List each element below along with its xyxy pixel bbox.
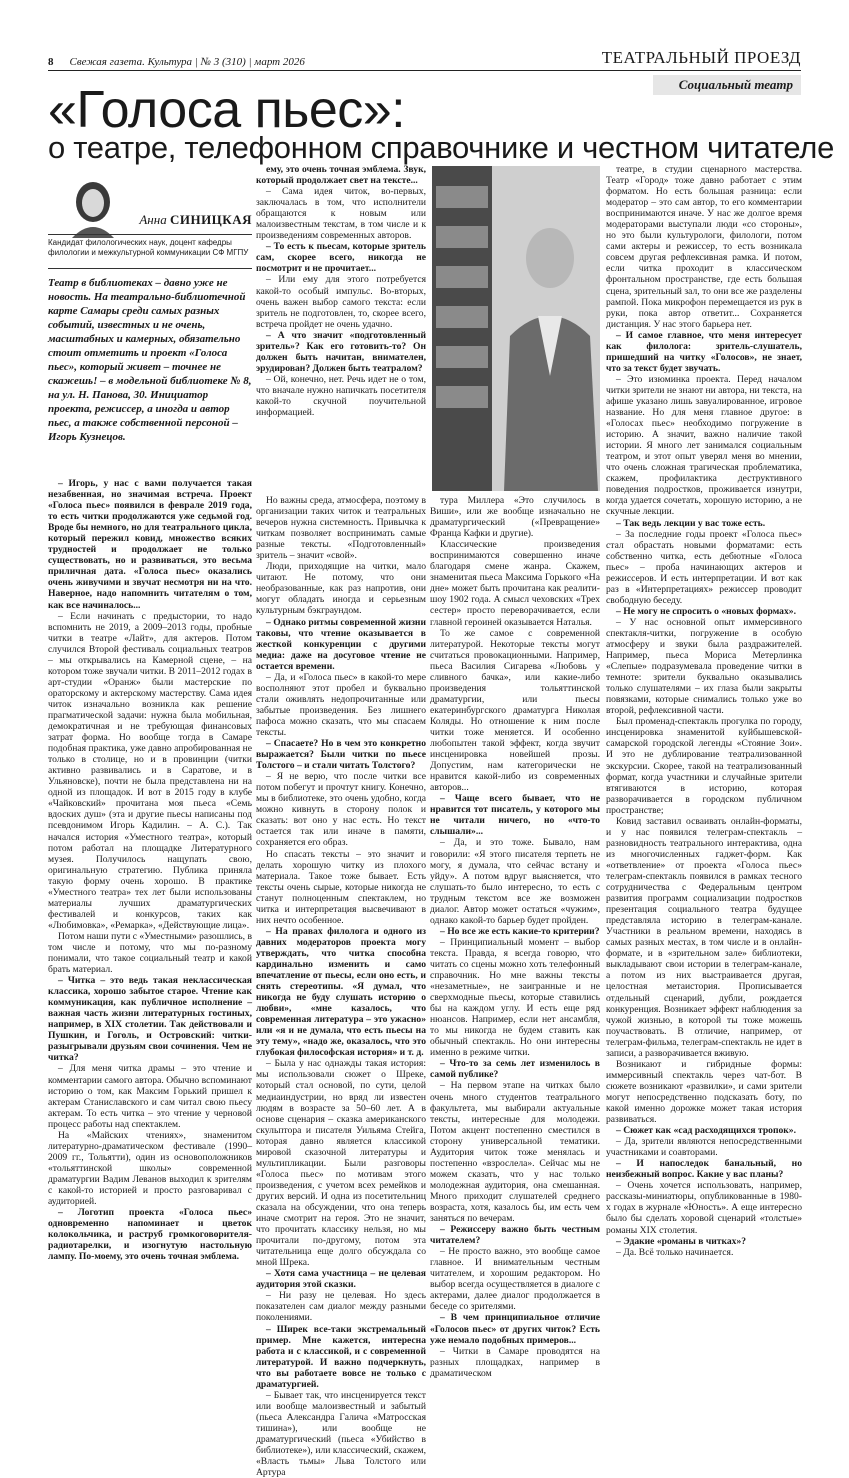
author-last-name: СИНИЦКАЯ [169, 212, 252, 227]
column-1 [48, 478, 252, 1263]
article-paragraph: На «Майских чтениях», знаменитом литературно-драматическом фестивале (1990–2009 гг., Тольятти), один из основоположников «тольяттинской школы» современной драматургии Вадим Леванов выходил к зрителям с какой-то историей и просто разговаривал с аудиторией. [48, 1129, 252, 1208]
interview-question: – И напоследок банальный, но неизбежный вопрос. Какие у вас планы? [606, 1158, 802, 1181]
column-3 [430, 495, 600, 1379]
lead-paragraph: Театр в библиотеках – давно уже не новость. На театрально-библиотечной карте Самары среди самых разных событий, известных и не очень, масштабных и камерных, обязательно стоит отметить и проект «Голоса пьес», который живет – точнее не скажешь! – в модельной библиотеке № 8, на ул. Н. Панова, 30. Инициатор проекта, режиссер, а иногда и автор пьес, а также собственной персоной – Игорь Кузнецов. [48, 277, 252, 443]
article-paragraph: – Принципиальный момент – выбор текста. Правда, я всегда говорю, что читать со сцены можно хоть телефонный справочник. Но мне важны тексты «незаметные», не заигранные и не сверхмодные пьесы, которые ставились бы на каждом углу. И есть еще ряд нюансов. Например, если нет ансамбля, то мы никогда не будем ставить как обычный спектакль. Но они интересны именно в режиме читки. [430, 936, 600, 1059]
author-name [118, 212, 252, 228]
interviewee-photo [432, 166, 600, 491]
article-paragraph: – Для меня читка драмы – это чтение и комментарии самого автора. Обычно вспоминают историю о том, как Максим Горький пришел к актерам Станиславского и сам читал свою пьесу актерам. То есть читка – это чтение у черновой процесс работы над спектаклем. [48, 1063, 252, 1130]
interview-question: – Но все же есть какие-то критерии? [440, 925, 600, 937]
article-paragraph: – Да, и «Голоса пьес» в какой-то мере восполняют этот пробел и буквально стали оживлять недопрочитанные или забытые произведения. Без лишнего пафоса можно сказать, что мы спасаем тексты. [256, 671, 426, 738]
column-4 [606, 164, 802, 1258]
article-paragraph: – Очень хочется использовать, например, рассказы-миниатюры, опубликованные в 1980-х годах в журнале «Юность». А еще интересно было бы сделать хоровой сценарий «толстые» романы XIX столетия. [606, 1180, 802, 1236]
rubric-label: Социальный театр [653, 75, 801, 95]
section-title: ТЕАТРАЛЬНЫЙ ПРОЕЗД [601, 48, 801, 67]
article-paragraph: Люди, приходящие на читки, мало читают. Не потому, что они необразованные, как раз напротив, они могут обладать иногда и серьезным культурным бэкграундом. [256, 561, 426, 617]
interview-question: – Однако ритмы современной жизни таковы, что чтение оказывается в жесткой конкуренции с другими медиа: даже на досуговое чтение не остается времени. [256, 616, 426, 672]
interview-question: – Эдакие «романы в читках»? [616, 1235, 747, 1247]
article-paragraph: То же самое с современной литературой. Некоторые тексты могут считаться провокационными. Например, пьеса Василия Сигарева «Любовь у сливного бачка», или какие-либо произведения тольяттинской драматургии, или пьесы екатеринбургского драматурга Николая Коляды. Но отношение к ним после читки тоже меняется. И особенно любопытен такой эффект, когда звучит инсценировка новейшей прозы. Допустим, нам категорически не нравится какой-либо из современных авторов... [430, 627, 600, 794]
article-paragraph: – Была у нас однажды такая история: мы использовали сюжет о Шреке, который стал основой, по сути, целой медиаиндустрии, но вряд ли известен людям в возрасте за 50–60 лет. А в основе сценария – сказка американского скульптора и писателя Уильяма Стейга, которая давно является классикой мировой сказочной литературы и мультипликации. Были разговоры «Голоса пьес» по мотивам этого произведения, с учетом всех ремейков и других версий. И одна из посетительниц сказала на обсуждении, что она теперь иначе смотрит на героя. Это не значит, что прочитать классику нельзя, но мы прочитали по-другому, потом эта читательница еще долго обсуждала со мной Шрека. [256, 1058, 426, 1269]
interview-question: – Ширек все-таки экстремальный пример. Мне кажется, интересна работа и с классикой, и с современной литературой. И важно подчеркнуть, что вы работаете вовсе не только с драматургией. [256, 1323, 426, 1390]
article-paragraph: – Я не верю, что после читки все потом побегут и прочтут книгу. Конечно, мы в библиотеке, это очень удобно, когда можно кивнуть в сторону полок и сказать: вот оно у нас есть. Но текст остается так или иначе в памяти, сохраняется его образ. [256, 771, 426, 849]
article-paragraph: – Сама идея читок, во-первых, заключалась в том, что исполнители обращаются к новым или малоизвестным текстам, в том числе и к произведениям современных авторов. [256, 186, 426, 242]
headline-main: «Голоса пьес»: [48, 81, 406, 139]
article-paragraph: – Ни разу не целевая. Но здесь показателен сам диалог между разными поколениями. [256, 1290, 426, 1324]
interview-question: – Спасаете? Но в чем это конкретно выражается? Были читки по пьесе Толстого – и стали читать Толстого? [256, 738, 426, 772]
author-portrait [48, 176, 138, 238]
lead-divider [48, 268, 252, 269]
header-rule [48, 70, 801, 71]
article-paragraph: Потом наши пути с «Уместными» разошлись, в том числе и потому, что мы по-разному понимали, что такое социальный театр и какой брать материал. [48, 930, 252, 976]
interview-question: – Режиссеру важно быть честным читателем? [430, 1224, 600, 1247]
article-paragraph: тура Миллера «Это случилось в Виши», или же вообще изначально не драматургический («Превращение» Франца Кафки и другие). [430, 495, 600, 540]
article-paragraph: – Да, и это тоже. Бывало, нам говорили: «Я этого писателя терпеть не могу, я думала, что сейчас встану и уйду». А потом вдруг выясняется, что слушать-то было интересно, то есть с трудным текстом все же возможен диалог. Автор может остаться «чужим», однако какой-то барьер будет пройден. [430, 837, 600, 926]
interview-question: – Чаще всего бывает, что не нравится тот писатель, у которого мы не читали ничего, но «что-то слышали»... [430, 793, 600, 838]
article-paragraph: – Бывает так, что инсценируется текст или вообще малоизвестный и забытый (пьеса Александра Галича «Матросская тишина»), или вообще не драматургический (пьеса «Убийство в библиотеке»), или классический, скажем, «Власть тьмы» Льва Толстого или Артура [256, 1389, 426, 1478]
article-paragraph: – За последние годы проект «Голоса пьес» стал обрастать новыми форматами: есть собственно читка, есть дебютные «Голоса пьес» – проба начинающих актеров и режиссеров. И есть интерпретации. И вот как раз в «Интерпретациях» режиссер проводит свободную беседу. [606, 528, 802, 606]
interview-question: – Игорь, у нас с вами получается такая незабвенная, но значимая встреча. Проект «Голоса пьес» появился в феврале 2019 года, то есть читки продолжаются уже седьмой год. Вроде бы немного, но для театрального цикла, который пережил ковид, множество всяких трудностей и продолжает не только существовать, но и развиваться, это весьма приличная дата. «Голоса пьес» оказались очень живучими и звучат несмотря ни на что. Наверное, надо напомнить читателям о том, как все начиналось... [48, 478, 252, 611]
article-paragraph: Ковид заставил осваивать онлайн-форматы, и у нас появился телеграм-спектакль – разновидность театрального интерактива, одна из многочисленных гаджет-форм. Как «ответвление» от проекта «Голоса пьес» телеграм-спектакль появился в рамках тесного сотрудничества с Федеральным центром развития программ социализации подростков презентация социального театра будущее представляла историю в телеграм-канале. Участники в реальном времени, находясь в самых разных местах, в том числе и в онлайн-формате, и в «зрительном зале» библиотеки, выкладывают свои истории в телеграм-канале, а потом из них выстраивается другая, целостная метаистория. Прописывается отдельный сценарий, дубли, рождается конкуренция. Возникает эффект наблюдения за чужой жизнью, в которой ты тоже можешь поучаствовать. В отличие, например, от телеграм-фильма, телеграм-спектакль не идет в записи, а разворачивается вживую. [606, 815, 802, 1059]
interview-question: – Так ведь лекции у вас тоже есть. [616, 517, 766, 529]
article-paragraph: – У нас основной опыт иммерсивного спектакля-читки, погружение в особую атмосферу и звуки была раздражителей. Например, пьеса Мориса Метерлинка «Слепые» подразумевала проведение читки в темноте: зрители буквально оказывались только слушателями – их глаза были закрыты повязками, которые снимались только уже во второй, рефлексивной части. [606, 616, 802, 717]
headline-sub: о театре, телефонном справочнике и честном читателе [48, 130, 835, 165]
interview-question: – То есть к пьесам, которые зритель сам, скорее всего, никогда не посмотрит и не прочитает... [256, 241, 426, 275]
running-header [48, 42, 801, 68]
interview-question: – Хотя сама участница – не целевая аудитория этой сказки. [256, 1268, 426, 1291]
author-first-name: Анна [139, 212, 167, 227]
interview-question: – Не могу не спросить о «новых формах». [616, 605, 796, 617]
issue-line: Свежая газета. Культура | № 3 (310) | март 2026 [69, 56, 305, 68]
article-paragraph: – Да, зрители являются непосредственными участниками и соавторами. [606, 1136, 802, 1159]
author-divider [48, 234, 252, 235]
interview-question: – Что-то за семь лет изменилось в самой публике? [430, 1058, 600, 1081]
interview-question: – И самое главное, что меня интересует как филолога: зритель-слушатель, пришедший на читку «Голосов», не знает, что за текст будет звучать. [606, 329, 802, 374]
article-paragraph: – Не просто важно, это вообще самое главное. И внимательным честным читателем, и хорошим редактором. Но выбор всегда осуществляется в диалоге с актерами, далее диалог продолжается в беседе со зрителями. [430, 1246, 600, 1313]
article-paragraph: – На первом этапе на читках было очень много студентов театрального факультета, мы выбирали актуальные тексты, интересные для молодежи. Потом акцент постепенно сместился в сторону универсальной тематики. Аудитория читок тоже менялась и постепенно «взрослела». Сейчас мы не можем сказать, что у нас только молодежная аудитория, она смешанная. Много приходит слушателей среднего возраста, хотя, казалось бы, им есть чем заняться по вечерам. [430, 1080, 600, 1225]
interview-question: – Логотип проекта «Голоса пьес» одновременно напоминает и цветок колокольчика, и раструб громкоговорителя-радиотарелки, и изогнутую настольную лампу. По-моему, это очень точная эмблема. [48, 1207, 252, 1263]
interview-question: – А что значит «подготовленный зритель»? Как его готовить-то? Он должен быть начитан, внимателен, эрудирован? Должен быть театралом? [256, 329, 426, 374]
interview-question: – Читка – это ведь такая неклассическая классика, хорошо забытое старое. Чтение как коммуникация, как публичное исполнение – важная часть жизни литературных гостиных, например, в XIX столетии. Так действовали и Пушкин, и Гоголь, и Островский: читки-разыгрывали друзьям свои сочинения. Чем не читка? [48, 975, 252, 1064]
article-paragraph: Но важны среда, атмосфера, поэтому в организации таких читок и театральных вечеров нужна системность. Привычка к читкам позволяет воспринимать самые разные тексты. «Подготовленный» зритель – значит «свой». [256, 495, 426, 562]
article-paragraph: – Ой, конечно, нет. Речь идет не о том, что вначале нужно напичкать посетителя какой-то скучной поучительной информацией. [256, 373, 426, 419]
article-paragraph: театре, в студии сценарного мастерства. Театр «Город» тоже давно работает с этим форматом. Но есть большая разница: если модератор – это сам автор, то его комментарии воспринимаются иначе. У нас же долгое время модераторами выступали люди «со стороны», но это были культурологи, филологи, потом сами актеры и режиссер, то есть возникала совсем другая рефлексивная рамка. И потом, если читка проходит в классическом фронтальном пространстве, где есть большая сцена, зрительный зал, то они все же разделены рампой. Пока микрофон перемещается из рук в руки, пока автор ответит... Сохраняется дистанция. У нас этого барьера нет. [606, 164, 802, 330]
article-paragraph: Был променад-спектакль прогулка по городу, инсценировка знаменитой куйбышевской-самарской городской легенды «Стояние Зои». И это не дублирование театрализованной экскурсии. Скорее, такой на театрализованный формат, когда участники и случайные зрители втягиваются в историю, которая разворачивается в городском публичном пространстве; [606, 716, 802, 816]
interview-question: ему, это очень точная эмблема. Звук, который продолжает свет на тексте... [256, 164, 426, 187]
column-2-bottom [256, 495, 426, 1478]
article-paragraph: – Это изюминка проекта. Перед началом читки зрители не знают ни автора, ни текста, на афише указано лишь завуалированное, игровое название. Но для меня главное другое: в «Голосах пьес» необходимо погружение в историю. А значит, важно наличие такой истории. Я много лет занимался социальным театром, и этот опыт уверял меня во мнении, что очень сложная трагическая проблематика, скажем, профилактика деструктивного поведения подростков, проживается изнутри, когда удается сочетать, хорошую историю, а не скучные лекции. [606, 373, 802, 518]
column-2-top [256, 164, 426, 419]
article-paragraph: – Читки в Самаре проводятся на разных площадках, например в драматическом [430, 1345, 600, 1379]
interview-question: – В чем принципиальное отличие «Голосов пьес» от других читок? Есть уже немало подобных примеров... [430, 1312, 600, 1346]
article-paragraph: Возникают и гибридные формы: иммерсивный спектакль через чат-бот. В сюжете возникают «развилки», и сами зрители могут непосредственно подсказать боту, по какой именно дорожке может такая история развиваться. [606, 1058, 802, 1126]
page-number: 8 [48, 56, 54, 68]
article-paragraph: – Если начинать с предыстории, то надо вспомнить не 2019, а 2009–2013 годы, пробные читки в театре «Лайт», для актеров. Потом случился Второй фестиваль социальных театров – мы открывались на Камерной сцене, – на котором тоже звучали читки. В 2011–2012 годах в арт-студии «Оранж» были мастерские по ораторскому и актерскому мастерству. Сама идея читок изначально возникла как решение прагматической задачи: нужна была мобильная, демократичная и не требующая финансовых затрат форма. Но вообще тогда в Самаре подобная практика, уже давно апробированная не только в столице, но и в провинции (читки активно развивались и в Саратове, и в Ульяновске), почти не была представлена ни на одной из площадок. И вот в 2015 году в клубе «Чайковский» прочитана моя пьеса «Семь вдоских душ» (эта и другие пьесы написаны под псевдонимом Игорь Кадилин. – А. С.). Так начался история «Уместного театра», который потом работал на площадке Литературного музея. Получилось нащупать свою, оригинальную стратегию. Публика приняла такую форму очень хорошо. В практике «Уместного театра» тех лет были использованы материалы лучших драматургических фестивалей и конкурсов, таких как «Любимовка», «Ремарка», «Действующие лица». [48, 610, 252, 931]
article-paragraph: – Да. Всё только начинается. [616, 1246, 734, 1258]
article-paragraph: Классические произведения воспринимаются совершенно иначе благодаря смене жанра. Скажем, знаменитая пьеса Максима Горького «На дне» может быть прочитана как реалити-шоу 1902 года. А смысл чеховских «Трех сестер» просто переворачивается, если главной героиней оказывается Наталья. [430, 539, 600, 628]
interview-question: – На правах филолога и одного из давних модераторов проекта могу утверждать, что читка способна кардинально изменить и само впечатление от пьесы, если оно есть, и снять стереотипы. «Я думал, что никогда не буду слушать историю о любви», «мне казалось, что современная литература – это ужасно» или «я и не думала, что есть пьесы на эту тему», «надо же, оказалось, что это глубокая философская история» и т. д. [256, 925, 426, 1059]
interview-question: – Сюжет как «сад расходящихся тропок». [616, 1125, 797, 1137]
author-bio: Кандидат филологических наук, доцент кафедры филологии и межкультурной коммуникации СФ МГПУ [48, 238, 249, 257]
article-paragraph: – Или ему для этого потребуется какой-то особый импульс. Во-вторых, очень важен выбор самого текста: если зритель не подготовлен, то, скорее всего, встреча пройдет не очень удачно. [256, 274, 426, 330]
article-paragraph: Но спасать тексты – это значит и делать хорошую читку из плохого материала. Такое тоже бывает. Есть тексты очень сырые, которые никогда не станут полноценным спектаклем, но читка и интерпретация высвечивают в них нечто особенное. [256, 848, 426, 926]
